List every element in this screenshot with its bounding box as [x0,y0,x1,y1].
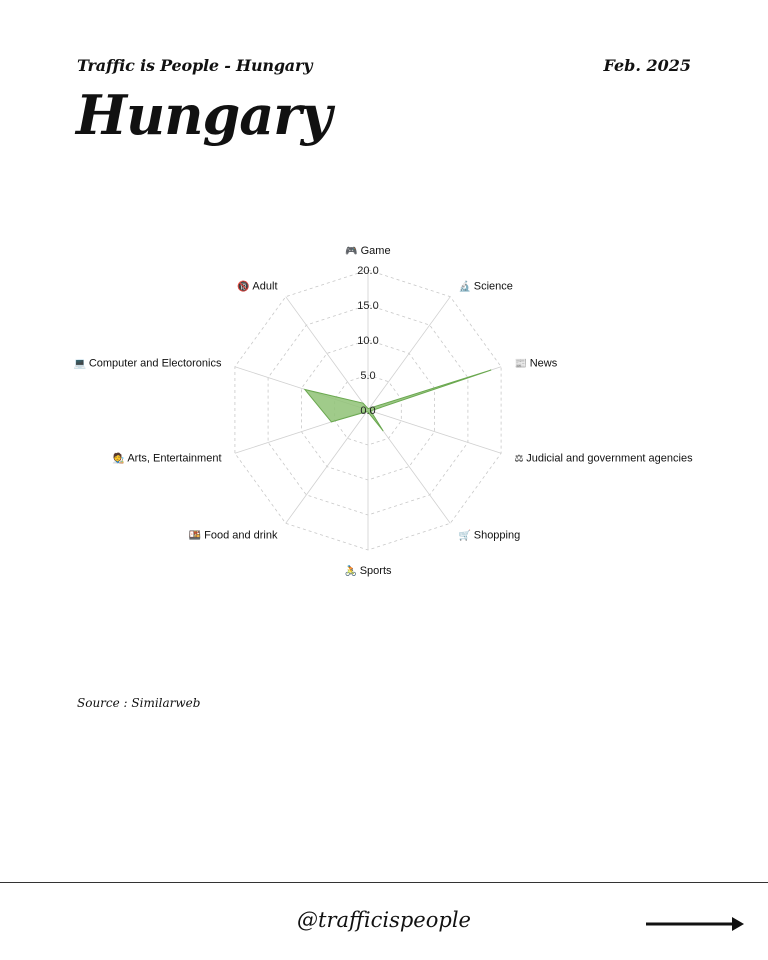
laptop-icon: 💻 [73,358,89,370]
category-label [237,279,277,292]
category-label [344,564,392,577]
source-note: Source : Similarweb [77,696,201,710]
header-date: Feb. 2025 [603,56,691,75]
category-label [189,530,278,542]
tick-label: 20.0 [357,265,379,277]
axis-spoke [286,410,368,523]
category-label-text: Judicial and government agencies [526,452,693,465]
radar-category-labels [74,245,693,577]
category-label-text: Science [473,280,513,293]
category-label-text: Computer and Electoronics [88,357,222,370]
category-label-text: News [529,357,558,370]
microscope-icon: 🔬 [458,281,474,293]
header-subtitle: Traffic is People - Hungary [77,56,313,75]
tick-label: 5.0 [360,370,376,382]
category-label-text: Sports [359,565,392,577]
scales-icon: ⚖ [514,453,527,465]
artist-icon: 🧑‍🎨 [112,453,128,465]
category-label-text: Game [360,245,391,257]
category-label [459,279,513,292]
category-label [345,245,390,257]
category-label [515,453,694,465]
category-label [74,357,222,369]
tick-label: 0.0 [360,405,376,417]
bicycle-icon: 🚴 [344,566,360,577]
page-title: Hungary [76,83,332,147]
category-label [459,529,521,542]
category-label-text: Arts, Entertainment [127,452,222,465]
category-label-text: Food and drink [204,529,278,542]
radar-chart [0,230,768,590]
newspaper-icon: 📰 [514,358,530,370]
adult-18-icon: 🔞 [237,281,253,293]
next-arrow-icon[interactable] [646,914,744,934]
axis-spoke [368,297,450,410]
tick-label: 10.0 [357,335,379,347]
series-area [305,370,491,431]
gamepad-icon: 🎮 [345,246,361,257]
category-label-text: Adult [252,280,278,293]
bento-icon: 🍱 [188,530,205,542]
radar-data [305,370,491,431]
category-label [112,452,221,465]
category-label-text: Shopping [473,529,521,542]
tick-label: 15.0 [357,300,379,312]
cart-icon: 🛒 [458,530,474,542]
footer-divider [0,882,768,883]
social-handle[interactable]: @trafficispeople [297,908,471,932]
axis-spoke [286,297,368,410]
category-label [515,357,558,369]
